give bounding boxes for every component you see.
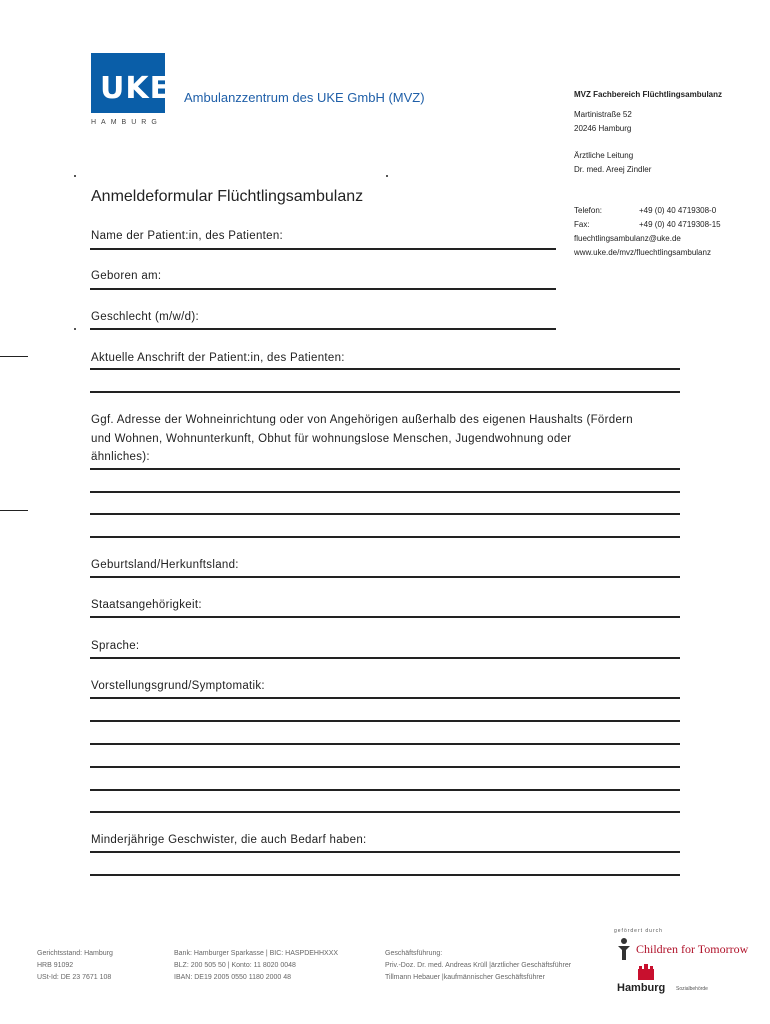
children-for-tomorrow-icon — [614, 936, 634, 962]
mark-dot — [386, 175, 388, 177]
footer-line: USt-Id: DE 23 7671 108 — [37, 974, 112, 981]
footer-line: Geschäftsführung: — [385, 950, 443, 957]
nationality-field[interactable] — [90, 616, 680, 618]
alt-address-label-2: und Wohnen, Wohnunterkunft, Obhut für wohnungslose Menschen, Jugendwohnung oder — [91, 433, 572, 445]
reason-field-line-3[interactable] — [90, 743, 680, 745]
footer-legal — [37, 948, 113, 984]
footer-line: BLZ: 200 505 50 | Konto: 11 8020 0048 — [174, 962, 296, 969]
uke-logo — [91, 53, 172, 113]
phone-label: Telefon: — [574, 206, 603, 215]
fax-number: +49 (0) 40 4719308-15 — [639, 220, 721, 229]
alt-address-field-line-3[interactable] — [90, 513, 680, 515]
hamburg-logo-text: Hamburg — [617, 982, 666, 994]
reason-field-line-2[interactable] — [90, 720, 680, 722]
gender-field[interactable] — [90, 328, 556, 330]
reason-field-line-4[interactable] — [90, 766, 680, 768]
organization-name: Ambulanzzentrum des UKE GmbH (MVZ) — [184, 90, 425, 105]
reason-field-line-6[interactable] — [90, 811, 680, 813]
fax-label: Fax: — [574, 220, 590, 229]
website[interactable]: www.uke.de/mvz/fluechtlingsambulanz — [574, 248, 711, 257]
siblings-label: Minderjährige Geschwister, die auch Bedarf haben: — [91, 834, 367, 846]
hamburg-castle-icon — [636, 962, 656, 980]
fold-mark — [0, 510, 28, 511]
phone-number: +49 (0) 40 4719308-0 — [639, 206, 717, 215]
alt-address-field-line-4[interactable] — [90, 536, 680, 538]
language-field[interactable] — [90, 657, 680, 659]
footer-line: IBAN: DE19 2005 0550 1180 2000 48 — [174, 974, 292, 981]
siblings-field-line-1[interactable] — [90, 851, 680, 853]
address-field-line-2[interactable] — [90, 391, 680, 393]
born-label: Geboren am: — [91, 270, 162, 282]
address-field-line-1[interactable] — [90, 368, 680, 370]
alt-address-label-1: Ggf. Adresse der Wohneinrichtung oder von Angehörigen außerhalb des eigenen Haushalts (Fördern — [91, 414, 633, 426]
logo-subtitle: HAMBURG — [91, 119, 162, 126]
footer-line: HRB 91092 — [37, 962, 74, 969]
name-label: Name der Patient:in, des Patienten: — [91, 230, 284, 242]
footer-line: Bank: Hamburger Sparkasse | BIC: HASPDEHHXXX — [174, 950, 339, 957]
footer-line: Gerichtsstand: Hamburg — [37, 950, 113, 957]
language-label: Sprache: — [91, 640, 140, 652]
footer-line: Tillmann Hebauer |kaufmännischer Geschäftsführer — [385, 974, 545, 981]
email[interactable]: fluechtlingsambulanz@uke.de — [574, 234, 681, 243]
siblings-field-line-2[interactable] — [90, 874, 680, 876]
reason-field-line-1[interactable] — [90, 697, 680, 699]
gender-label: Geschlecht (m/w/d): — [91, 311, 199, 323]
reason-field-line-5[interactable] — [90, 789, 680, 791]
nationality-label: Staatsangehörigkeit: — [91, 599, 202, 611]
alt-address-field-line-1[interactable] — [90, 468, 680, 470]
lead-label: Ärztliche Leitung — [574, 151, 634, 160]
street: Martinistraße 52 — [574, 110, 632, 119]
fold-mark — [0, 356, 28, 357]
name-field[interactable] — [90, 248, 556, 250]
form-title: Anmeldeformular Flüchtlingsambulanz — [91, 188, 364, 205]
country-field[interactable] — [90, 576, 680, 578]
mark-dot — [74, 175, 76, 177]
sponsor-name: Children for Tomorrow — [636, 942, 749, 956]
mark-dot — [74, 328, 76, 330]
footer-line: Priv.-Doz. Dr. med. Andreas Krüll |ärztlicher Geschäftsführer — [385, 962, 572, 969]
lead-name: Dr. med. Areej Zindler — [574, 165, 652, 174]
reason-label: Vorstellungsgrund/Symptomatik: — [91, 680, 265, 692]
alt-address-label-3: ähnliches): — [91, 451, 150, 463]
logo-text: UKE — [100, 71, 172, 106]
footer-management — [385, 948, 571, 984]
born-field[interactable] — [90, 288, 556, 290]
footer-bank — [174, 948, 338, 984]
address-label: Aktuelle Anschrift der Patient:in, des Patienten: — [91, 352, 345, 364]
sponsor-caption: gefördert durch — [614, 928, 663, 934]
department-name: MVZ Fachbereich Flüchtlingsambulanz — [574, 90, 723, 99]
city: 20246 Hamburg — [574, 124, 632, 133]
country-label: Geburtsland/Herkunftsland: — [91, 559, 239, 571]
hamburg-logo-subtitle: Sozialbehörde — [676, 986, 708, 992]
alt-address-field-line-2[interactable] — [90, 491, 680, 493]
